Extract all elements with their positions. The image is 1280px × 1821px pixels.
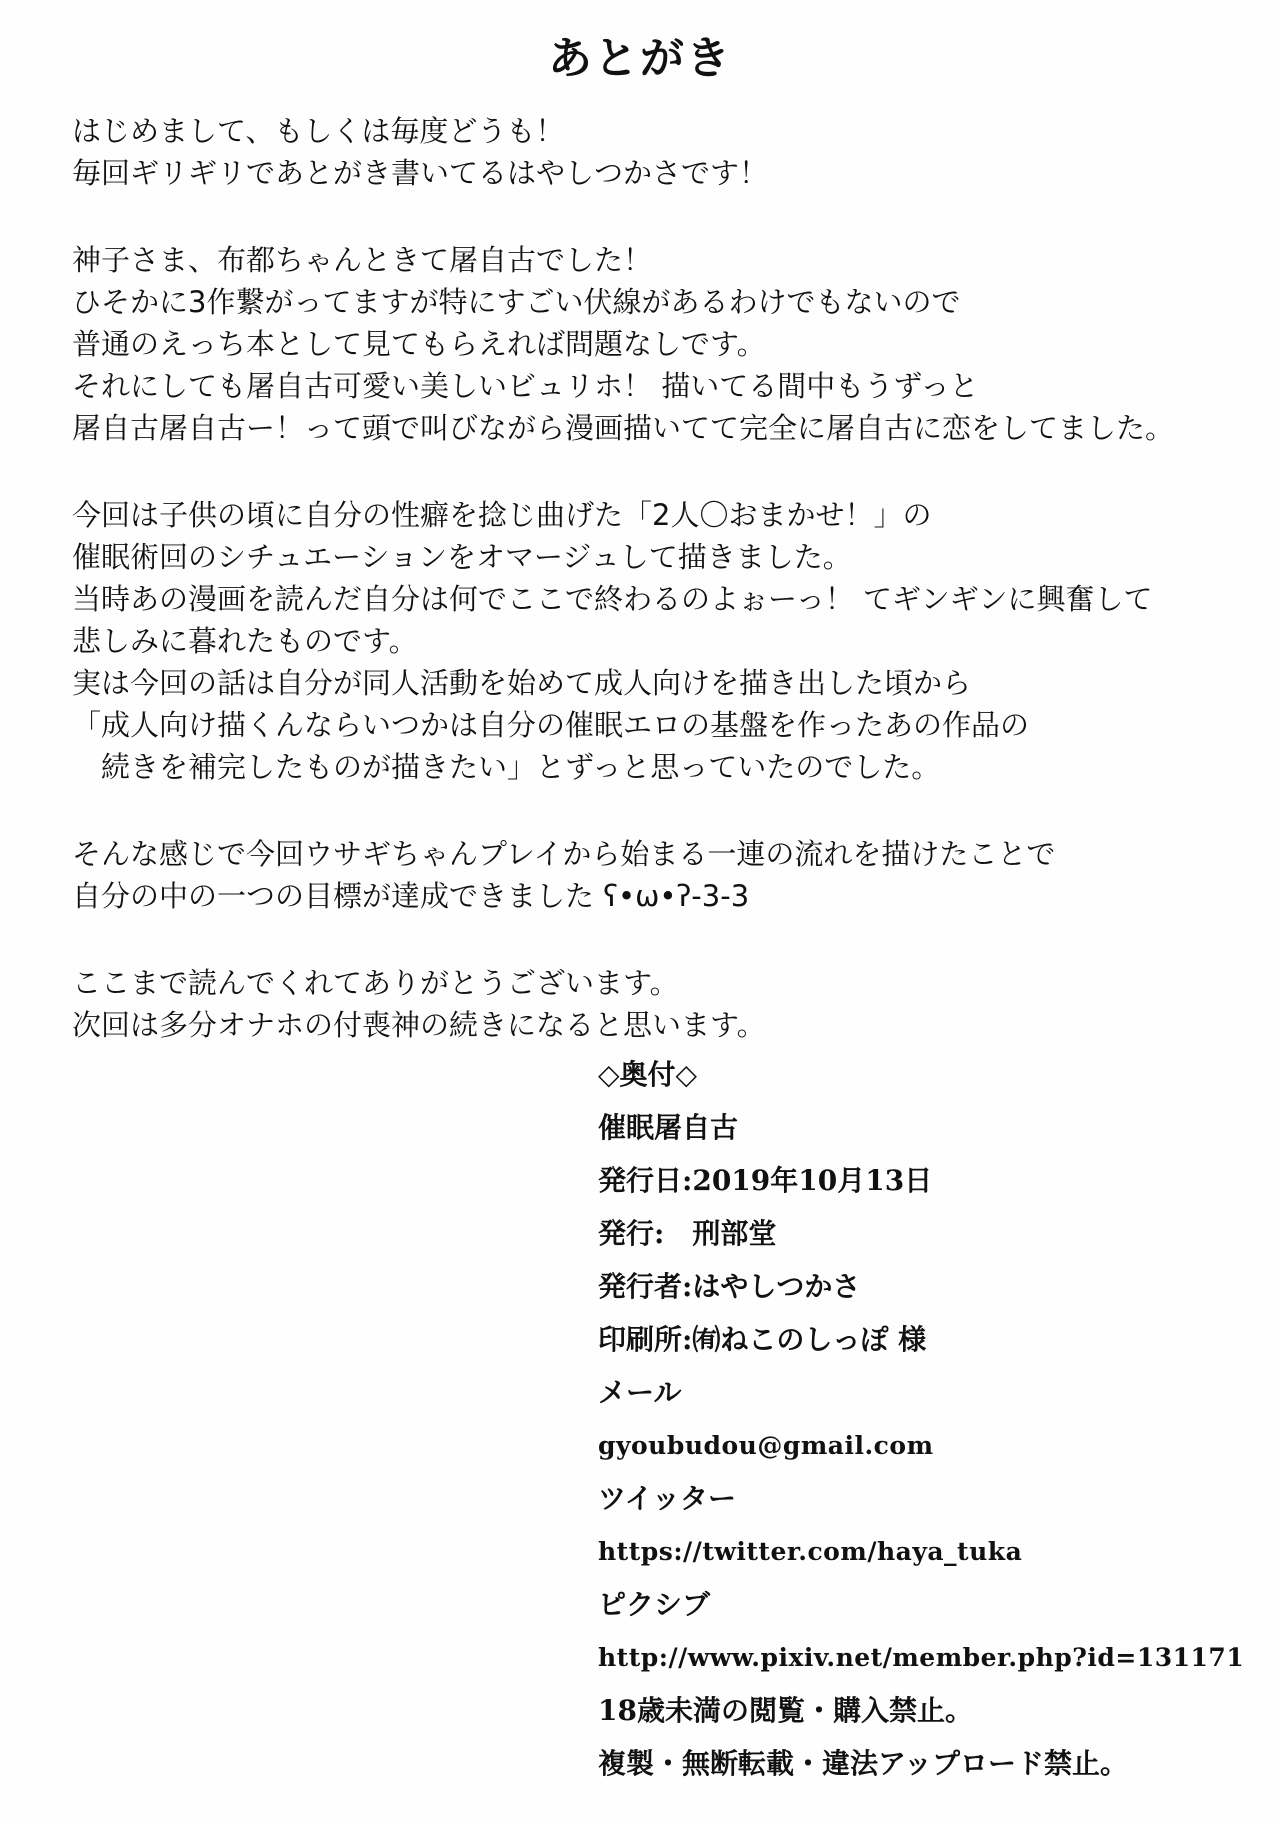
- text-line: 続きを補完したものが描きたい」とずっと思っていたのでした。: [72, 750, 941, 784]
- text-line: はじめまして、もしくは毎度どうも！: [72, 114, 565, 148]
- colophon-mail-label: メール: [598, 1376, 682, 1409]
- text-line: 当時あの漫画を読んだ自分は何でここで終わるのよぉーっ！ てギンギンに興奮して: [72, 582, 1153, 616]
- page-title: あとがき: [548, 33, 732, 84]
- colophon-publisher: 発行: 刑部堂: [598, 1217, 777, 1250]
- text-line: 毎回ギリギリであとがき書いてるはやしつかさです！: [72, 156, 769, 190]
- colophon: [598, 1048, 1245, 1790]
- paragraph-thanks: [72, 962, 1222, 1046]
- colophon-pixiv: http://www.pixiv.net/member.php?id=131171: [598, 1643, 1245, 1672]
- text-line: 次回は多分オナホの付喪神の続きになると思います。: [72, 1008, 766, 1042]
- paragraph-greeting: [72, 110, 1222, 194]
- colophon-notice-age: 18歳未満の閲覧・購入禁止。: [598, 1694, 973, 1727]
- paragraph-homage: [72, 494, 1222, 788]
- text-line: それにしても屠自古可愛い美しいビュリホ！ 描いてる間中もうずっと: [72, 369, 979, 403]
- colophon-date: 発行日:2019年10月13日: [598, 1164, 933, 1197]
- text-line: 今回は子供の頃に自分の性癖を捻じ曲げた「2人〇おまかせ！」の: [72, 498, 932, 532]
- colophon-twitter-label: ツイッター: [598, 1482, 737, 1515]
- colophon-book-title: 催眠屠自古: [598, 1111, 739, 1144]
- text-line: 実は今回の話は自分が同人活動を始めて成人向けを描き出した頃から: [72, 666, 972, 700]
- paragraph-goal: [72, 833, 1222, 917]
- text-line: 屠自古屠自古ー！って頭で叫びながら漫画描いてて完全に屠自古に恋をしてました。: [72, 411, 1175, 445]
- colophon-author: 発行者:はやしつかさ: [598, 1270, 861, 1303]
- text-line: 催眠術回のシチュエーションをオマージュして描きました。: [72, 540, 852, 574]
- colophon-pixiv-label: ピクシブ: [598, 1588, 711, 1621]
- colophon-header: ◇奥付◇: [598, 1058, 698, 1091]
- text-line: ここまで読んでくれてありがとうございます。: [72, 966, 679, 1000]
- text-line: 普通のえっち本として見てもらえれば問題なしです。: [72, 327, 766, 361]
- colophon-mail: gyoubudou@gmail.com: [598, 1431, 934, 1460]
- text-line: ひそかに3作繋がってますが特にすごい伏線があるわけでもないので: [72, 285, 961, 319]
- text-line: 神子さま、布都ちゃんときて屠自古でした！: [72, 243, 653, 277]
- colophon-printer: 印刷所:㈲ねこのしっぽ 様: [598, 1323, 927, 1356]
- afterword-body: [72, 110, 1222, 1091]
- paragraph-character: [72, 239, 1222, 449]
- text-line: 自分の中の一つの目標が達成できました ʕ•ω•ʔ-3-3: [72, 879, 750, 913]
- text-line: 「成人向け描くんならいつかは自分の催眠エロの基盤を作ったあの作品の: [72, 708, 1030, 742]
- text-line: 悲しみに暮れたものです。: [72, 624, 418, 658]
- colophon-notice-copy: 複製・無断転載・違法アップロード禁止。: [598, 1747, 1129, 1780]
- text-line: そんな感じで今回ウサギちゃんプレイから始まる一連の流れを描けたことで: [72, 837, 1056, 871]
- colophon-twitter: https://twitter.com/haya_tuka: [598, 1537, 1023, 1566]
